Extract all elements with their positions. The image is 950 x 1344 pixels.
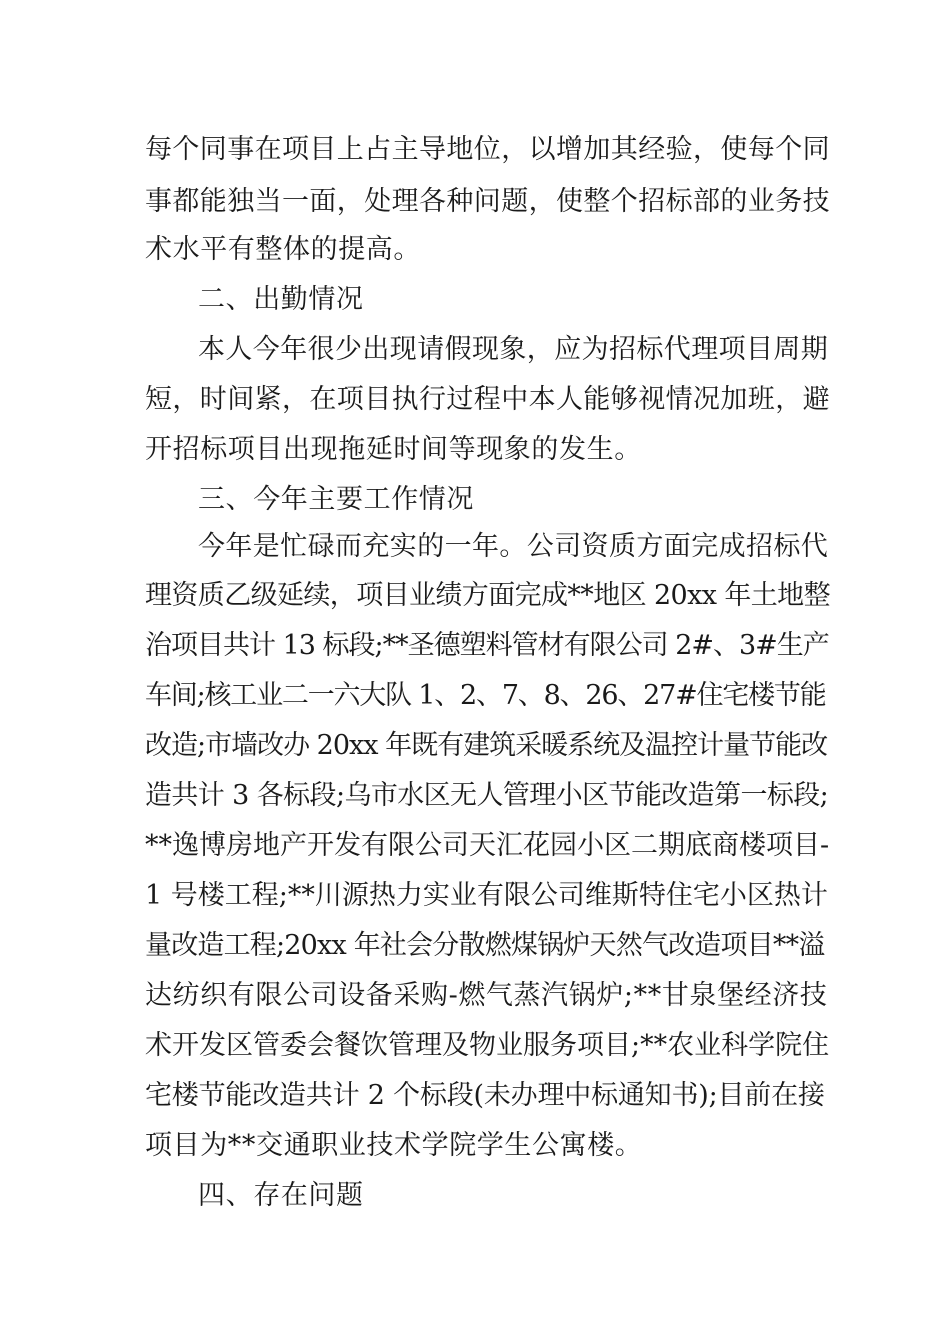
section-heading: 三、今年主要工作情况	[198, 484, 474, 515]
paragraph-line: 车间;核工业二一六大队 1、2、7、8、26、27#住宅楼节能	[145, 680, 826, 711]
paragraph-line: 达纺织有限公司设备采购-燃气蒸汽锅炉;**甘泉堡经济技	[145, 980, 828, 1011]
paragraph-line: 宅楼节能改造共计 2 个标段(未办理中标通知书);目前在接	[145, 1080, 825, 1111]
paragraph-line: 造共计 3 各标段;乌市水区无人管理小区节能改造第一标段;	[145, 780, 829, 811]
paragraph-line: 术开发区管委会餐饮管理及物业服务项目;**农业科学院住	[145, 1030, 830, 1061]
section-heading: 二、出勤情况	[198, 284, 364, 315]
paragraph-line: 1 号楼工程;**川源热力实业有限公司维斯特住宅小区热计	[145, 880, 828, 911]
paragraph-line: 项目为**交通职业技术学院学生公寓楼。	[145, 1130, 643, 1161]
section-heading: 四、存在问题	[198, 1180, 364, 1211]
paragraph-line: 短，时间紧，在项目执行过程中本人能够视情况加班，避	[145, 384, 830, 415]
paragraph-line: 每个同事在项目上占主导地位，以增加其经验，使每个同	[145, 134, 830, 165]
paragraph-line: 改造;市墙改办 20xx 年既有建筑采暖系统及温控计量节能改	[145, 730, 828, 761]
paragraph-line: 本人今年很少出现请假现象，应为招标代理项目周期	[198, 334, 829, 365]
paragraph-line: **逸博房地产开发有限公司天汇花园小区二期底商楼项目-	[145, 830, 830, 861]
paragraph-line: 理资质乙级延续，项目业绩方面完成**地区 20xx 年土地整	[145, 580, 830, 611]
paragraph-line: 事都能独当一面，处理各种问题，使整个招标部的业务技	[145, 186, 830, 217]
paragraph-line: 今年是忙碌而充实的一年。公司资质方面完成招标代	[198, 531, 829, 562]
paragraph-line: 治项目共计 13 标段;**圣德塑料管材有限公司 2#、3#生产	[145, 630, 829, 661]
paragraph-line: 术水平有整体的提高。	[145, 234, 421, 265]
paragraph-line: 量改造工程;20xx 年社会分散燃煤锅炉天然气改造项目**溢	[145, 930, 825, 961]
paragraph-line: 开招标项目出现拖延时间等现象的发生。	[145, 434, 642, 465]
